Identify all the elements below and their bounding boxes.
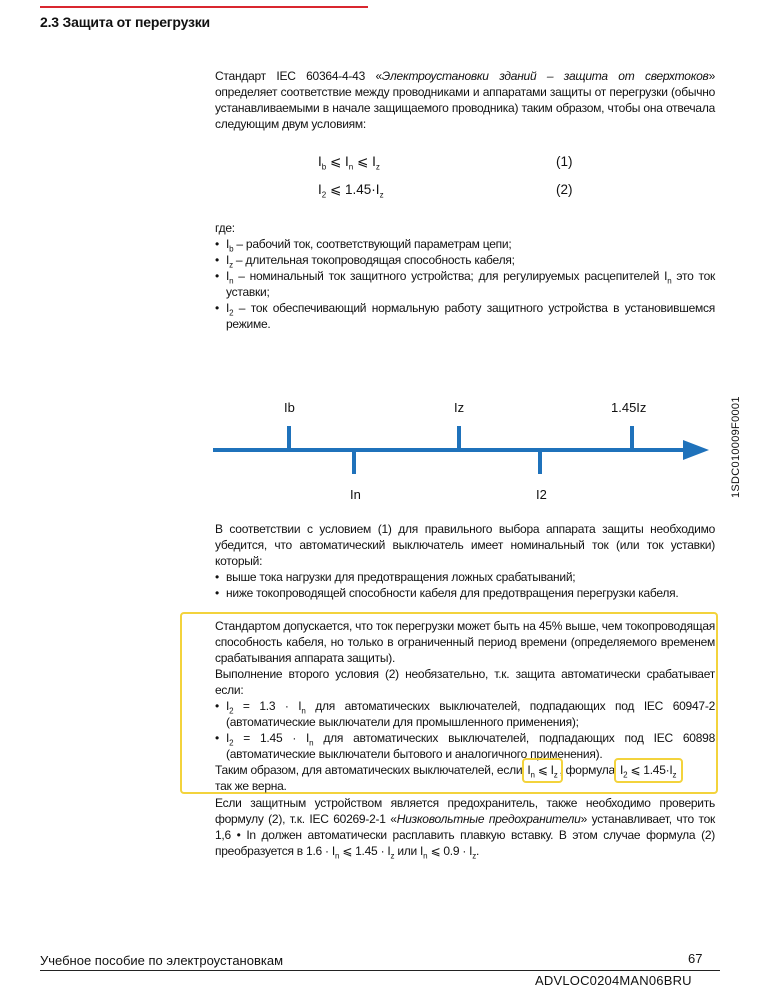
formula-highlight-2 (614, 758, 683, 783)
section-title: 2.3 Защита от перегрузки (40, 14, 210, 30)
definition-ib: • $I_b$ – рабочий ток, соответствующий параметрам цепи; (215, 237, 512, 254)
arrow-head-icon (683, 440, 709, 460)
highlight-p2: Выполнение второго условия (2) необязательно, т.к. защита автоматически срабатывает если: (215, 667, 715, 697)
conditions-intro: В соответствии с условием (1) для правильного выбора аппарата защиты необходимо убедится, что автоматический выключатель имеет номинальный ток (или ток уставки) который: (215, 522, 715, 568)
label-ib: Ib (284, 400, 295, 415)
formula-2: $I_2$ ⩽ $1.45\cdot I_z$ (318, 182, 384, 200)
highlight-bullet-2: • $I_2 = 1.45 \cdot I_n$ для автоматических выключателей, подпадающих под IEC 60898 (автоматические выключатели бытового и аналогичного применения). (215, 731, 716, 761)
footer-rule (40, 970, 720, 971)
conditions (215, 521, 715, 601)
fuse-paragraph: Если защитным устройством является предохранитель, также необходимо проверить формулу (2), т.к. IEC 60269-2-1 «Низковольтные предохранители» устанавливает, что ток 1,6 • In должен автоматически расплавить плавкую вставку. В этом случае формула (2) преобразуется в $1.6 \cdot I_n$ ⩽ $1.45 \cdot I_z$ или $I_n$ ⩽ $0.9 \cdot I_z$. (215, 796, 715, 861)
tick-1-45iz (630, 426, 634, 450)
formula-i2-le-145iz: $I_2$ ⩽ $1.45\cdot I_z$ (618, 762, 678, 778)
intro-paragraph: Стандарт IEC 60364-4-43 «Электроустановки зданий – защита от сверхтоков» определяет соответствие между проводниками и аппаратами защиты от перегрузки (обычно устанавливаемыми в начале защищаемого проводника) таким образом, чтобы она отвечала следующим двум условиям: (215, 69, 715, 131)
formula-2-number: (2) (556, 182, 573, 197)
figure-code: 1SDC010009F0001 (730, 396, 742, 498)
label-iz: Iz (454, 400, 465, 415)
header-rule (40, 6, 368, 8)
definition-in: • $I_n$ – номинальный ток защитного устройства; для регулируемых расцепителей $I_n$ это ток уставки; (215, 269, 715, 299)
definitions-label: где: (215, 221, 235, 235)
label-i2: I2 (536, 487, 547, 502)
page-number: 67 (688, 951, 703, 966)
current-axis-diagram (205, 420, 715, 480)
definition-iz: • $I_z$ – длительная токопроводящая способность кабеля; (215, 253, 515, 270)
label-1-45iz: 1.45Iz (611, 400, 647, 415)
definition-i2: • $I_2$ – ток обеспечивающий нормальную работу защитного устройства в установившемся режиме. (215, 301, 715, 331)
highlight-conclusion: Таким образом, для автоматических выключателей, если $I_n$ ⩽ $I_z$ , формула $I_2$ ⩽ $1.45\cdot I_z$ так же верна. (215, 762, 715, 794)
highlight-content (215, 618, 715, 794)
formula-highlight-1 (522, 758, 562, 783)
condition-bullet-1: • выше тока нагрузки для предотвращения ложных срабатываний; (215, 570, 576, 584)
formula-1: $I_b$ ⩽ $I_n$ ⩽ $I_z$ (318, 154, 380, 172)
standard-title: Электроустановки зданий – защита от сверхтоков (381, 69, 709, 83)
tick-i2 (538, 450, 542, 474)
highlight-bullet-1: • $I_2 = 1.3 \cdot I_n$ для автоматических выключателей, подпадающих под IEC 60947-2 (автоматические выключатели для промышленного применения); (215, 699, 715, 729)
tick-iz (457, 426, 461, 450)
definitions (215, 220, 715, 332)
fuse-standard-title: Низковольтные предохранители (396, 812, 581, 826)
tick-ib (287, 426, 291, 450)
document-code: ADVLOC0204MAN06BRU (535, 973, 692, 988)
formula-in-le-iz: $I_n$ ⩽ $I_z$ (525, 762, 559, 778)
formula-1-number: (1) (556, 154, 573, 169)
condition-bullet-2: • ниже токопроводящей способности кабеля для предотвращения перегрузки кабеля. (215, 586, 679, 600)
highlight-p1: Стандартом допускается, что ток перегрузки может быть на 45% выше, чем токопроводящая способность кабеля, но только в ограниченный период времени (определяемого временем срабатывания аппарата защиты). (215, 619, 715, 665)
label-in: In (350, 487, 361, 502)
tick-in (352, 450, 356, 474)
footer-title: Учебное пособие по электроустановкам (40, 953, 284, 968)
